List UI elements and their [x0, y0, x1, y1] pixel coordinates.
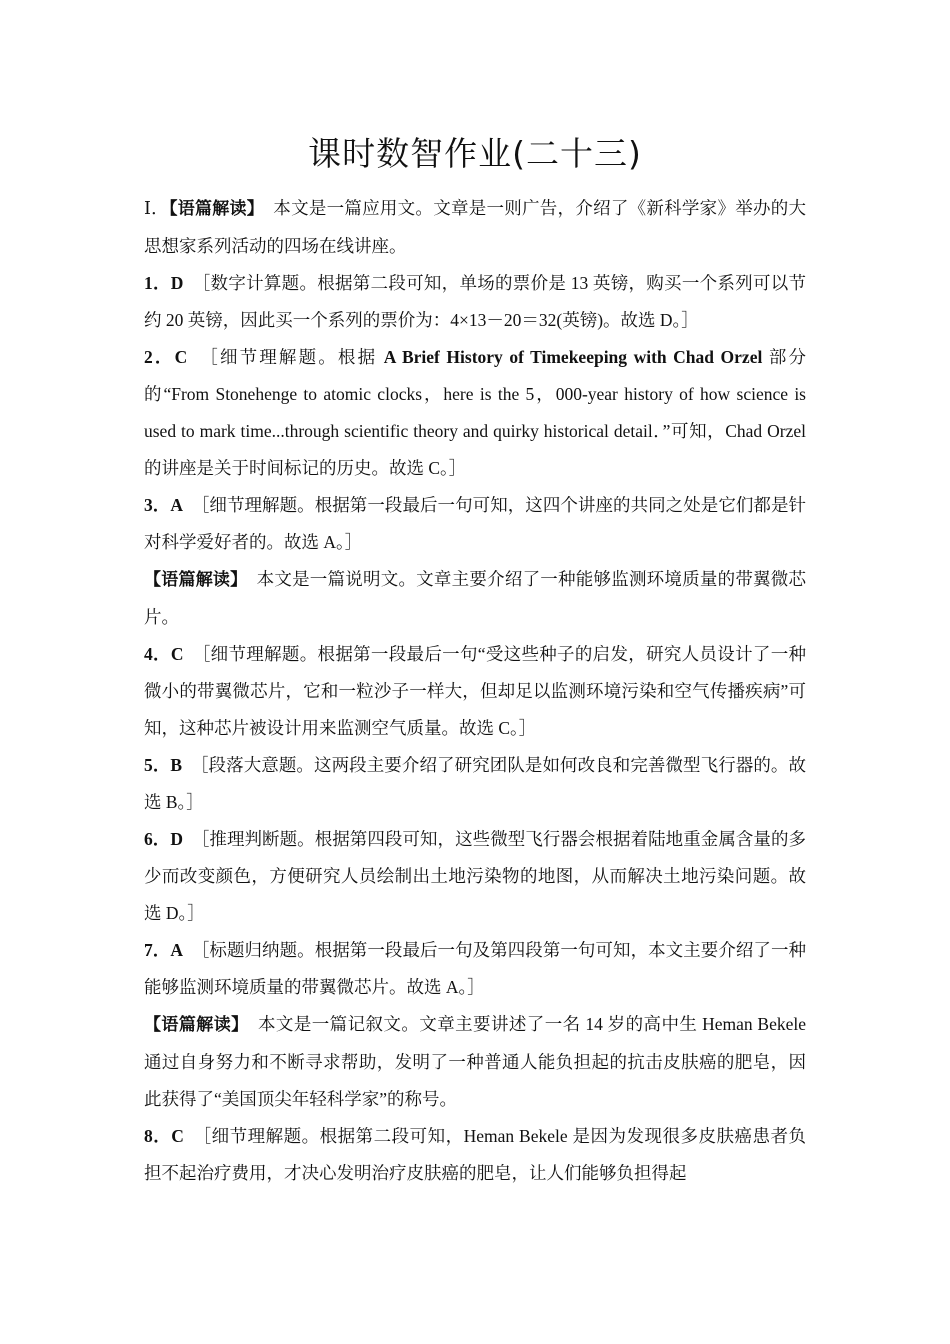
section-text: 本文是一篇应用文。文章是一则广告，介绍了《新科学家》举办的大思想家系列活动的四场在线讲座。: [144, 198, 807, 256]
answer-item-5: [144, 747, 806, 821]
answer-number: 2．C: [144, 347, 188, 367]
section-intro-2: [144, 561, 806, 636]
roman-numeral: Ⅰ．: [144, 198, 169, 218]
answer-body: [144, 190, 806, 1192]
lecture-title: A Brief History of Timekeeping with Chad Orzel: [383, 347, 763, 367]
answer-number: 7．A: [144, 940, 183, 960]
answer-explanation: ［标题归纳题。根据第一段最后一句及第四段第一句可知，本文主要介绍了一种能够监测环境质量的带翼微芯片。故选 A。］: [144, 940, 807, 997]
answer-explanation: ［推理判断题。根据第四段可知，这些微型飞行器会根据着陆地重金属含量的多少而改变颜色，方便研究人员绘制出土地污染物的地图，从而解决土地污染问题。故选 D。］: [144, 829, 807, 923]
answer-explanation: ［细节理解题。根据第一段最后一句可知，这四个讲座的共同之处是它们都是针对科学爱好者的。故选 A。］: [144, 495, 807, 552]
answer-item-8: [144, 1118, 806, 1192]
answer-explanation: ［数字计算题。根据第二段可知，单场的票价是 13 英镑，购买一个系列可以节约 20 英镑，因此买一个系列的票价为：4×13－20＝32(英镑)。故选 D。］: [144, 273, 807, 330]
answer-explanation-post: 部分的“From Stonehenge to atomic clocks，here is the 5，000-year history of how science is used to mark time...through scientific theory and quirky historical detail．”可知，Chad Orzel 的讲座是关于时间标记的历史。故选 C。］: [144, 347, 807, 478]
answer-number: 8．C: [144, 1126, 184, 1146]
answer-number: 1．D: [144, 273, 184, 293]
answer-number: 4．C: [144, 644, 184, 664]
answer-item-2: [144, 339, 806, 487]
answer-explanation: ［细节理解题。根据第一段最后一句“受这些种子的启发，研究人员设计了一种微小的带翼微芯片，它和一粒沙子一样大，但却足以监测环境污染和空气传播疾病”可知，这种芯片被设计用来监测空气质量。故选 C。］: [144, 644, 807, 738]
section-head: 【语篇解读】: [168, 199, 256, 219]
section-head: 【语篇解读】: [144, 1015, 241, 1035]
answer-number: 3．A: [144, 495, 183, 515]
page-title: 课时数智作业(二十三): [308, 134, 642, 173]
answer-explanation: ［细节理解题。根据第二段可知，Heman Bekele 是因为发现很多皮肤癌患者负担不起治疗费用，才决心发明治疗皮肤癌的肥皂，让人们能够负担得起: [144, 1126, 806, 1183]
answer-explanation-pre: ［细节理解题。根据: [209, 347, 384, 367]
section-head: 【语篇解读】: [144, 570, 239, 590]
answer-item-6: [144, 821, 806, 932]
answer-explanation: ［段落大意题。这两段主要介绍了研究团队是如何改良和完善微型飞行器的。故选 B。］: [144, 755, 806, 812]
section-intro-1: [144, 190, 806, 265]
answer-item-3: [144, 487, 806, 561]
answer-number: 5．B: [144, 755, 183, 775]
section-text: 本文是一篇记叙文。文章主要讲述了一名 14 岁的高中生 Heman Bekele 通过自身努力和不断寻求帮助，发明了一种普通人能负担起的抗击皮肤癌的肥皂，因此获得了“美国顶尖年轻科学家”的称号。: [144, 1014, 807, 1109]
answer-item-7: [144, 932, 806, 1006]
answer-number: 6．D: [144, 829, 183, 849]
answer-item-4: [144, 636, 806, 747]
answer-item-1: [144, 265, 806, 339]
section-text: 本文是一篇说明文。文章主要介绍了一种能够监测环境质量的带翼微芯片。: [144, 569, 807, 627]
section-intro-3: [144, 1006, 806, 1118]
